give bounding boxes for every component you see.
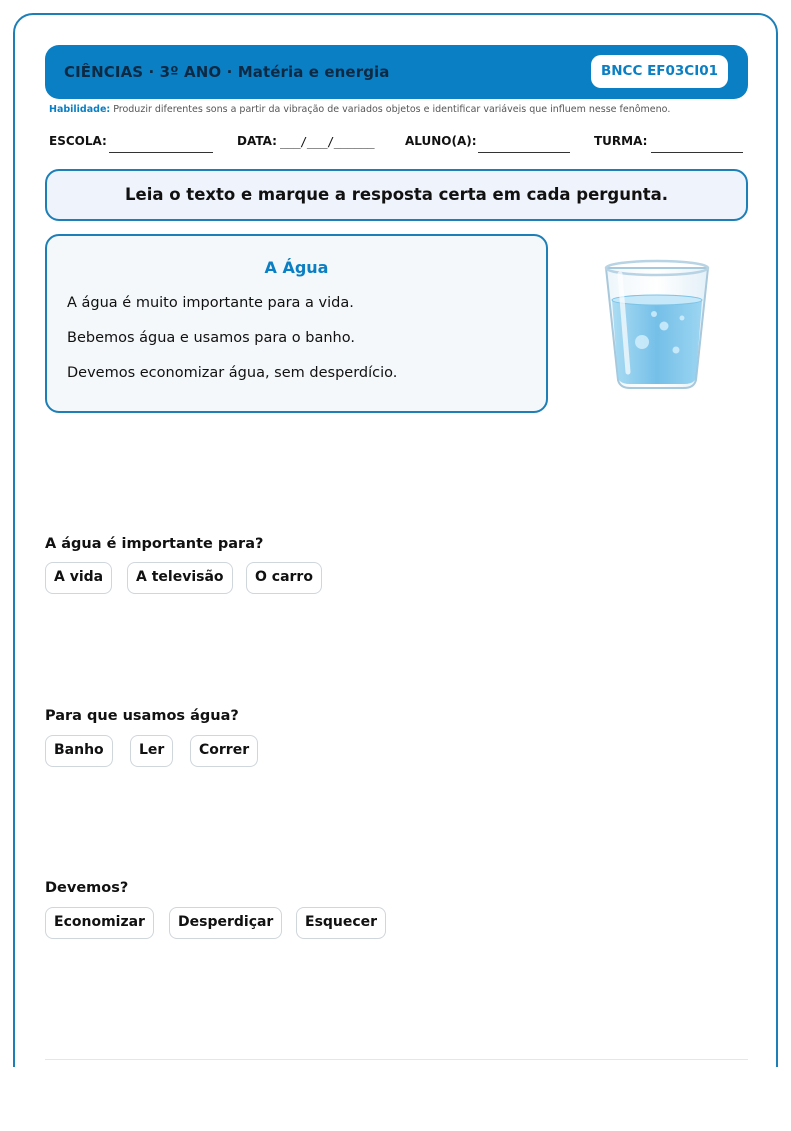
option-o-carro[interactable]: O carro <box>246 562 322 594</box>
header-title: CIÊNCIAS · 3º ANO · Matéria e energia <box>64 63 390 81</box>
option-correr[interactable]: Correr <box>190 735 258 767</box>
question-3: Devemos? <box>45 880 129 896</box>
skill-text: Produzir diferentes sons a partir da vibração de variados objetos e identificar variáveis que influem nesse fenômeno. <box>110 104 671 115</box>
footer-divider <box>45 1059 748 1060</box>
reading-title: A Água <box>264 258 329 277</box>
option-ler[interactable]: Ler <box>130 735 173 767</box>
date-field[interactable]: ___/___/______ <box>280 135 375 149</box>
question-1: A água é importante para? <box>45 536 264 552</box>
option-a-vida[interactable]: A vida <box>45 562 112 594</box>
glass-of-water-icon <box>598 254 716 394</box>
school-label: ESCOLA: <box>49 134 107 148</box>
bncc-badge: BNCC EF03CI01 <box>591 55 728 88</box>
student-label: ALUNO(A): <box>405 134 477 148</box>
option-desperdicar[interactable]: Desperdiçar <box>169 907 282 939</box>
skill-description <box>49 104 670 115</box>
page-bottom <box>0 1067 791 1131</box>
reading-line: A água é muito importante para a vida. <box>67 295 354 311</box>
option-economizar[interactable]: Economizar <box>45 907 154 939</box>
reading-text-box <box>45 234 548 413</box>
option-esquecer[interactable]: Esquecer <box>296 907 386 939</box>
school-field[interactable] <box>109 152 213 153</box>
instruction-banner: Leia o texto e marque a resposta certa em cada pergunta. <box>45 169 748 221</box>
option-a-televisao[interactable]: A televisão <box>127 562 233 594</box>
student-field[interactable] <box>478 152 570 153</box>
skill-label: Habilidade: <box>49 104 111 115</box>
date-label: DATA: <box>237 134 277 148</box>
reading-line: Devemos economizar água, sem desperdício. <box>67 365 398 381</box>
reading-line: Bebemos água e usamos para o banho. <box>67 330 355 346</box>
option-banho[interactable]: Banho <box>45 735 113 767</box>
class-label: TURMA: <box>594 134 648 148</box>
question-2: Para que usamos água? <box>45 708 239 724</box>
class-field[interactable] <box>651 152 743 153</box>
